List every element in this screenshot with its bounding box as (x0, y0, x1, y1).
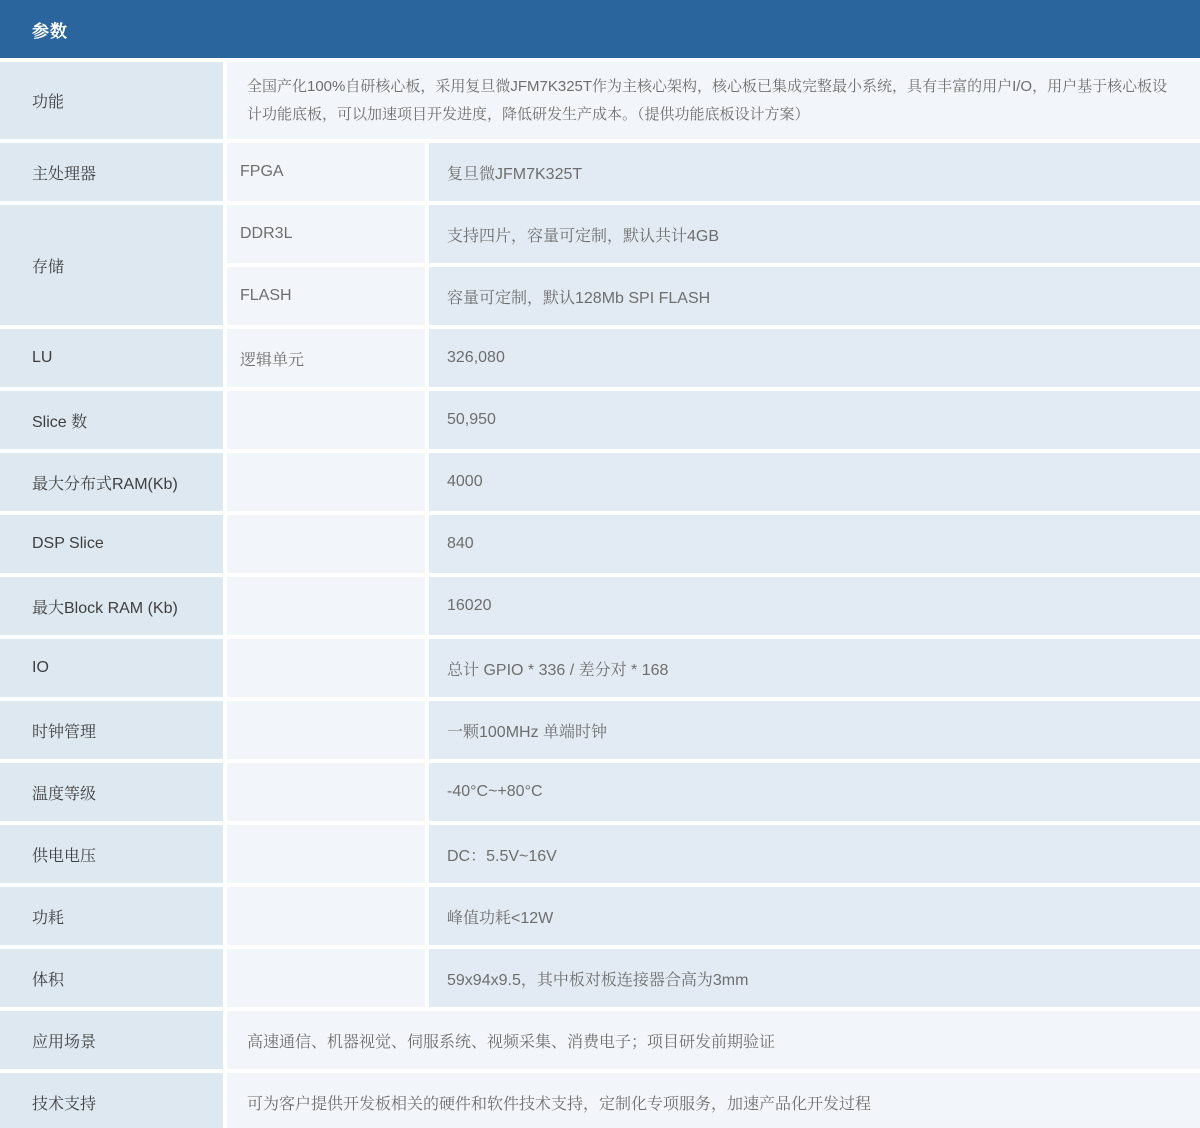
row-middle-slice-empty (227, 391, 425, 449)
row-value-function (227, 62, 1200, 139)
row-value-temperature: -40°C~+80°C (429, 763, 1200, 821)
row-label-dsp: DSP Slice (0, 515, 223, 573)
row-label-dimensions: 体积 (0, 949, 223, 1007)
row-value-dist-ram: 4000 (429, 453, 1200, 511)
row-value-block-ram: 16020 (429, 577, 1200, 635)
row-label-storage: 存储 (0, 205, 223, 325)
row-middle-lu: 逻辑单元 (227, 329, 425, 387)
row-middle-dsp-empty (227, 515, 425, 573)
row-label-lu: LU (0, 329, 223, 387)
row-label-clock: 时钟管理 (0, 701, 223, 759)
row-label-io: IO (0, 639, 223, 697)
row-label-applications: 应用场景 (0, 1011, 223, 1069)
row-middle-dimensions-empty (227, 949, 425, 1007)
row-middle-dist-ram-empty (227, 453, 425, 511)
row-middle-temperature-empty (227, 763, 425, 821)
row-middle-supply-voltage-empty (227, 825, 425, 883)
row-label-temperature: 温度等级 (0, 763, 223, 821)
row-value-processor: 复旦微JFM7K325T (429, 143, 1200, 201)
row-value-storage-flash: 容量可定制，默认128Mb SPI FLASH (429, 267, 1200, 325)
row-value-lu: 326,080 (429, 329, 1200, 387)
row-value-io: 总计 GPIO * 336 / 差分对 * 168 (429, 639, 1200, 697)
row-value-applications: 高速通信、机器视觉、伺服系统、视频采集、消费电子；项目研发前期验证 (227, 1011, 1200, 1069)
row-label-supply-voltage: 供电电压 (0, 825, 223, 883)
row-value-clock: 一颗100MHz 单端时钟 (429, 701, 1200, 759)
row-value-support: 可为客户提供开发板相关的硬件和软件技术支持，定制化专项服务，加速产品化开发过程 (227, 1073, 1200, 1128)
row-middle-power-empty (227, 887, 425, 945)
row-middle-storage-ddr: DDR3L (227, 205, 425, 263)
row-middle-storage-flash: FLASH (227, 267, 425, 325)
row-label-function: 功能 (0, 62, 223, 139)
row-value-dsp: 840 (429, 515, 1200, 573)
row-label-block-ram: 最大Block RAM (Kb) (0, 577, 223, 635)
row-value-slice: 50,950 (429, 391, 1200, 449)
row-value-storage-ddr: 支持四片，容量可定制，默认共计4GB (429, 205, 1200, 263)
row-label-dist-ram: 最大分布式RAM(Kb) (0, 453, 223, 511)
row-middle-block-ram-empty (227, 577, 425, 635)
spec-table (0, 62, 1200, 1128)
row-label-power: 功耗 (0, 887, 223, 945)
row-value-supply-voltage: DC：5.5V~16V (429, 825, 1200, 883)
function-description: 全国产化100%自研核心板，采用复旦微JFM7K325T作为主核心架构，核心板已集成完整最小系统，具有丰富的用户I/O，用户基于核心板设计功能底板，可以加速项目开发进度，降低研发生产成本。（提供功能底板设计方案） (247, 77, 1168, 123)
row-label-processor: 主处理器 (0, 143, 223, 201)
row-value-dimensions: 59x94x9.5，其中板对板连接器合高为3mm (429, 949, 1200, 1007)
row-middle-clock-empty (227, 701, 425, 759)
row-middle-io-empty (227, 639, 425, 697)
section-title: 参数 (32, 21, 68, 41)
row-label-slice: Slice 数 (0, 391, 223, 449)
row-middle-processor: FPGA (227, 143, 425, 201)
row-value-power: 峰值功耗<12W (429, 887, 1200, 945)
section-header (0, 0, 1200, 58)
row-label-support: 技术支持 (0, 1073, 223, 1128)
